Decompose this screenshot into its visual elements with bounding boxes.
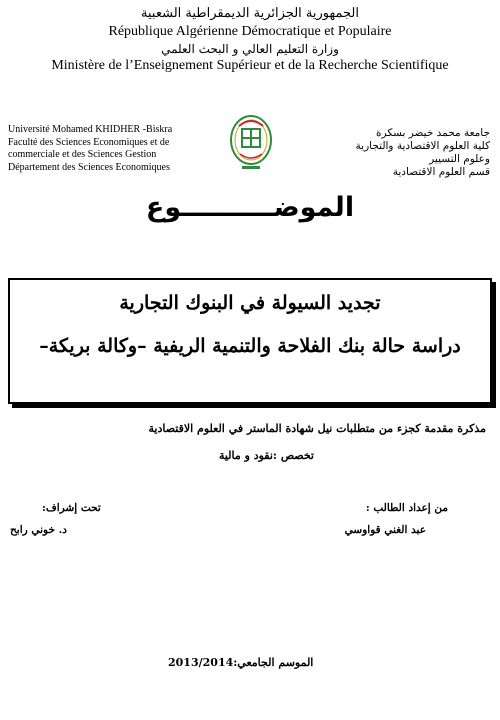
header-line-4: Ministère de l’Enseignement Supérieur et de la Recherche Scientifique bbox=[51, 58, 449, 73]
thesis-subtitle: دراسة حالة بنك الفلاحة والتنمية الريفية –وكالة بريكة– bbox=[39, 335, 461, 357]
university-logo bbox=[228, 112, 274, 174]
thesis-title: تجديد السيولة في البنوك التجارية bbox=[119, 292, 381, 314]
university-ar-line: وعلوم التسيير bbox=[429, 153, 490, 165]
topic-heading: الموضــــــــــوع bbox=[145, 192, 355, 223]
header-line-3: وزارة التعليم العالي و البحث العلمي bbox=[161, 42, 339, 56]
header-line-2: République Algérienne Démocratique et Populaire bbox=[108, 24, 392, 39]
university-fr-line: Département des Sciences Economiques bbox=[8, 161, 170, 173]
university-fr-line: Université Mohamed KHIDHER -Biskra bbox=[8, 124, 173, 135]
supervisor-label: تحت إشراف: bbox=[42, 502, 101, 514]
supervisor-name: د. خوني رابح bbox=[10, 524, 67, 536]
academic-season: الموسم الجامعي:2013/2014 bbox=[168, 656, 314, 669]
university-block-fr bbox=[8, 124, 213, 174]
header-line-1: الجمهورية الجزائرية الديمقراطية الشعبية bbox=[141, 6, 359, 21]
prepared-by-label: من إعداد الطالب : bbox=[365, 502, 448, 514]
university-block-ar bbox=[340, 127, 490, 179]
university-ar-line: كلية العلوم الاقتصادية والتجارية bbox=[355, 140, 490, 152]
university-ar-line: قسم العلوم الاقتصادية bbox=[392, 166, 490, 178]
memo-statement: مذكرة مقدمة كجزء من متطلبات نيل شهادة الماستر في العلوم الاقتصادية bbox=[148, 422, 486, 435]
university-fr-line: commerciale et des Sciences Gestion bbox=[8, 149, 157, 160]
university-ar-line: جامعة محمد خيضر بسكرة bbox=[376, 127, 490, 139]
specialty: تخصص :نقود و مالية bbox=[218, 449, 314, 462]
university-fr-line: Faculté des Sciences Economiques et de bbox=[8, 136, 170, 148]
student-name: عبد الغني قواوسي bbox=[344, 524, 426, 536]
